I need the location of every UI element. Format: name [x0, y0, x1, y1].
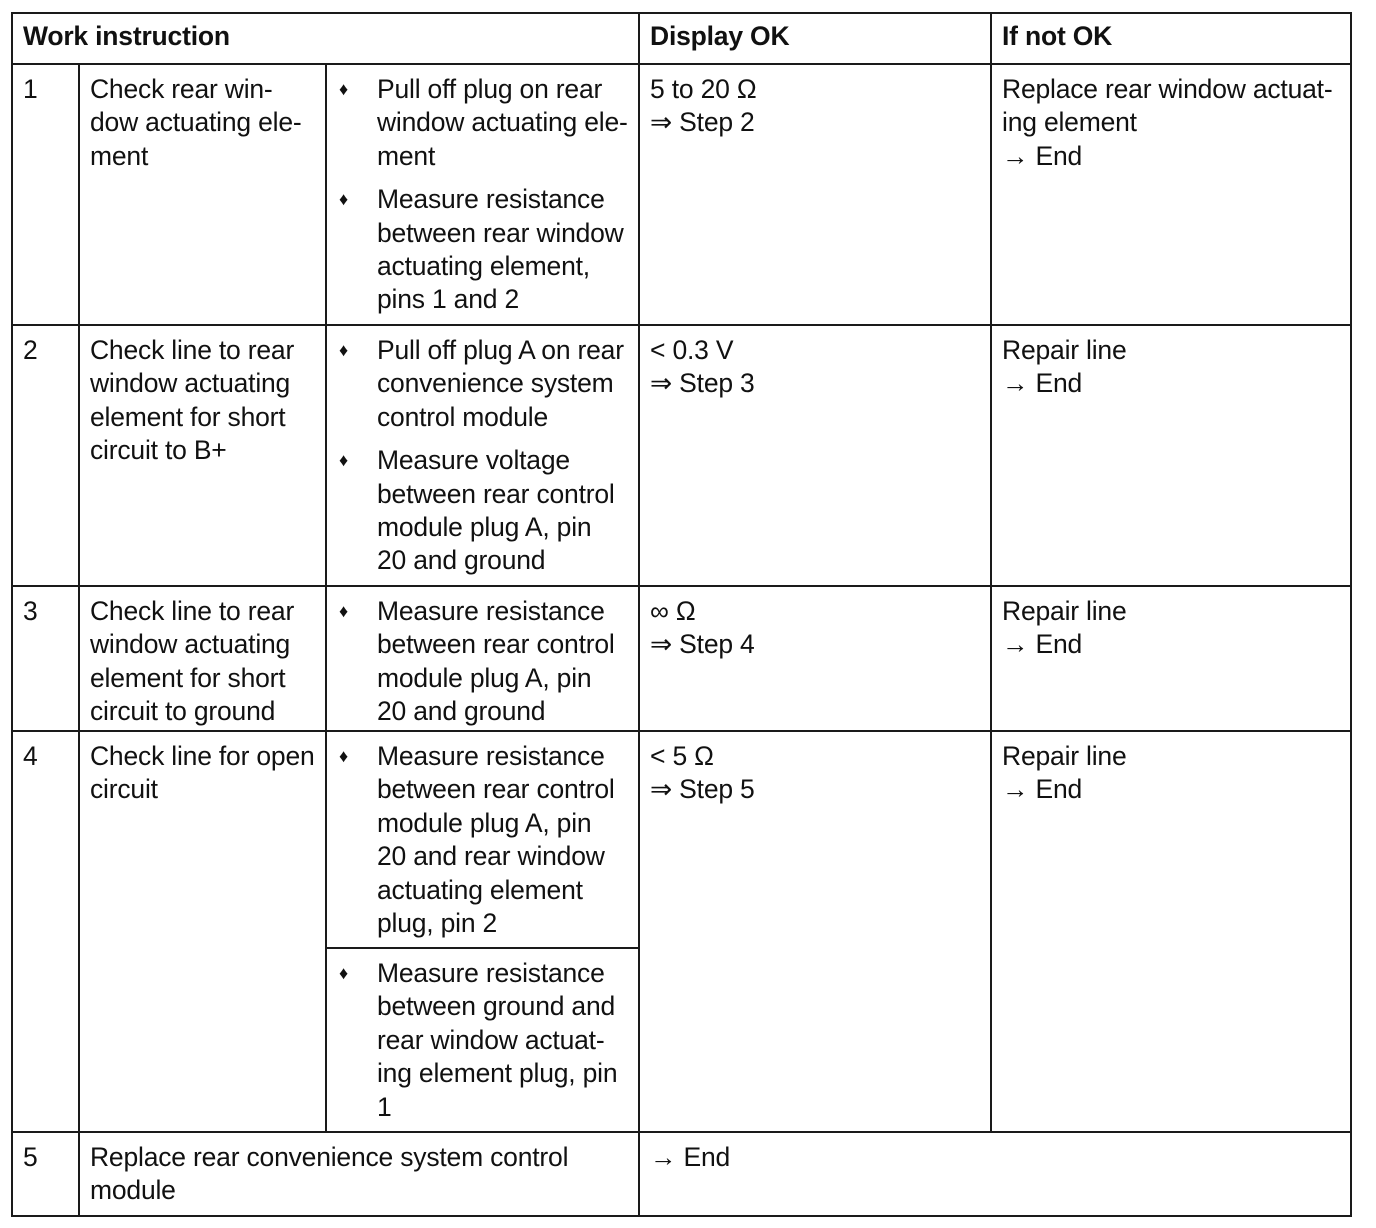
step-number: 3: [12, 586, 79, 731]
work-instruction-table-frame: [11, 12, 1350, 1215]
if-not-ok-value: Repair line → End: [991, 325, 1351, 586]
diamond-bullet-icon: ♦: [339, 189, 348, 210]
action-item: [337, 595, 628, 729]
display-ok-value: 5 to 20 Ω ⇒ Step 2: [639, 64, 991, 325]
action-text: Measure resistance between rear control module plug A, pin 20 and rear window actuating element plug, pin 2: [377, 741, 615, 939]
check-description: Check line for open circuit: [79, 731, 326, 1132]
display-ok-value: < 5 Ω ⇒ Step 5: [639, 731, 991, 1132]
diamond-bullet-icon: ♦: [339, 963, 348, 983]
display-ok-value: → End: [639, 1132, 1351, 1216]
action-text: Pull off plug A on rear convenience system control module: [377, 335, 624, 432]
if-not-ok-value: Replace rear window actuat- ing element → End: [991, 64, 1351, 325]
if-not-ok-value: Repair line → End: [991, 731, 1351, 1132]
table-row-step-3: [12, 586, 1351, 731]
display-ok-value: ∞ Ω ⇒ Step 4: [639, 586, 991, 731]
diamond-bullet-icon: ♦: [339, 601, 348, 621]
diamond-bullet-icon: ♦: [339, 79, 348, 99]
action-text: Measure resistance between rear control module plug A, pin 20 and ground: [377, 596, 615, 727]
table-row-step-1: [12, 64, 1351, 325]
step-number: 1: [12, 64, 79, 325]
table-header-row: [12, 13, 1351, 64]
table-row-step-2: [12, 325, 1351, 586]
action-text: Measure voltage between rear control module plug A, pin 20 and ground: [377, 445, 615, 576]
action-item: [337, 183, 628, 317]
action-text: Pull off plug on rear window actuating ele- ment: [377, 74, 628, 171]
work-instruction-table: [11, 12, 1352, 1217]
header-display-ok: Display OK: [639, 13, 991, 64]
action-cell: [326, 325, 639, 586]
diamond-bullet-icon: ♦: [339, 450, 348, 471]
action-cell: [326, 731, 639, 948]
step-number: 4: [12, 731, 79, 1132]
check-description: Check line to rear window actuating element for short circuit to ground: [79, 586, 326, 731]
action-text: Measure resistance between ground and rear window actuat- ing element plug, pin 1: [377, 958, 618, 1122]
step-number: 5: [12, 1132, 79, 1216]
check-description: Check line to rear window actuating element for short circuit to B+: [79, 325, 326, 586]
check-description: Replace rear convenience system control module: [79, 1132, 639, 1216]
action-item: [337, 334, 628, 434]
header-work-instruction: Work instruction: [12, 13, 639, 64]
display-ok-value: < 0.3 V ⇒ Step 3: [639, 325, 991, 586]
action-cell: [326, 948, 639, 1132]
action-text: Measure resistance between rear window actuating element, pins 1 and 2: [377, 184, 624, 315]
header-if-not-ok: If not OK: [991, 13, 1351, 64]
table-row-step-5: [12, 1132, 1351, 1216]
step-number: 2: [12, 325, 79, 586]
action-item: [337, 957, 628, 1124]
action-cell: [326, 586, 639, 731]
table-row-step-4: [12, 731, 1351, 948]
action-item: [337, 740, 628, 940]
action-item: [337, 73, 628, 173]
if-not-ok-value: Repair line → End: [991, 586, 1351, 731]
action-cell: [326, 64, 639, 325]
diamond-bullet-icon: ♦: [339, 746, 348, 766]
check-description: Check rear win- dow actuating ele- ment: [79, 64, 326, 325]
diamond-bullet-icon: ♦: [339, 340, 348, 360]
action-item: [337, 444, 628, 578]
